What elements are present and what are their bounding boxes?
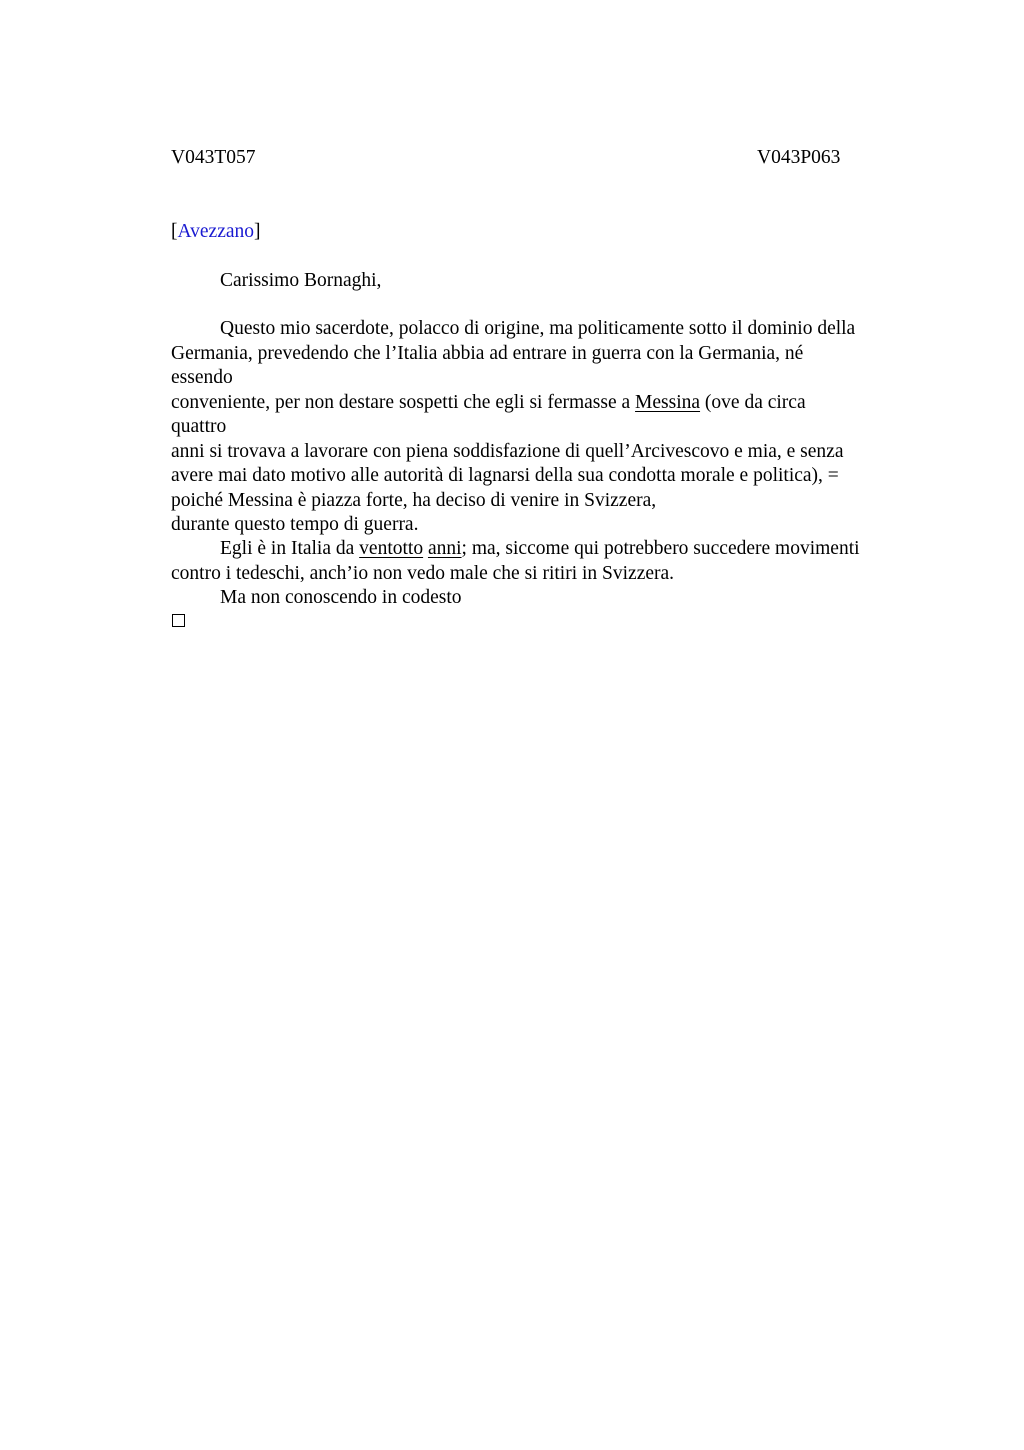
body-line: avere mai dato motivo alle autorità di lagnarsi della sua condotta morale e politica), =	[171, 465, 839, 486]
body-line: contro i tedeschi, anch’io non vedo male che si ritiri in Svizzera.	[171, 563, 675, 584]
body-line	[171, 391, 806, 415]
document-code-right: V043P063	[757, 147, 841, 168]
document-code-left: V043T057	[171, 147, 256, 168]
body-line: Questo mio sacerdote, polacco di origine, ma politicamente sotto il dominio della	[220, 318, 856, 339]
body-line: Germania, prevedendo che l’Italia abbia ad entrare in guerra con la Germania, né	[171, 343, 804, 364]
body-text: ; ma, siccome qui potrebbero succedere movimenti	[461, 538, 860, 559]
body-line: Ma non conoscendo in codesto	[220, 587, 462, 608]
body-text: conveniente, per non destare sospetti che egli si fermasse a	[171, 392, 636, 413]
underlined-word: anni	[427, 538, 462, 559]
underlined-word: ventotto	[359, 538, 424, 559]
body-line	[220, 537, 860, 561]
checkbox-square-icon	[172, 614, 185, 627]
place-open-bracket: [	[171, 221, 178, 242]
salutation: Carissimo Bornaghi,	[220, 270, 382, 291]
place-name: Avezzano	[177, 221, 255, 242]
body-line: quattro	[171, 416, 227, 437]
body-line: poiché Messina è piazza forte, ha deciso di venire in Svizzera,	[171, 490, 657, 511]
place-heading	[171, 220, 261, 244]
body-line: anni si trovava a lavorare con piena soddisfazione di quell’Arcivescovo e mia, e senza	[171, 441, 844, 462]
body-line: essendo	[171, 367, 233, 388]
underlined-place-messina: Messina	[635, 392, 701, 413]
body-text: Egli è in Italia da	[220, 538, 360, 559]
place-close-bracket: ]	[254, 221, 261, 242]
body-text: (ove da circa	[700, 392, 806, 413]
body-line: durante questo tempo di guerra.	[171, 514, 419, 535]
